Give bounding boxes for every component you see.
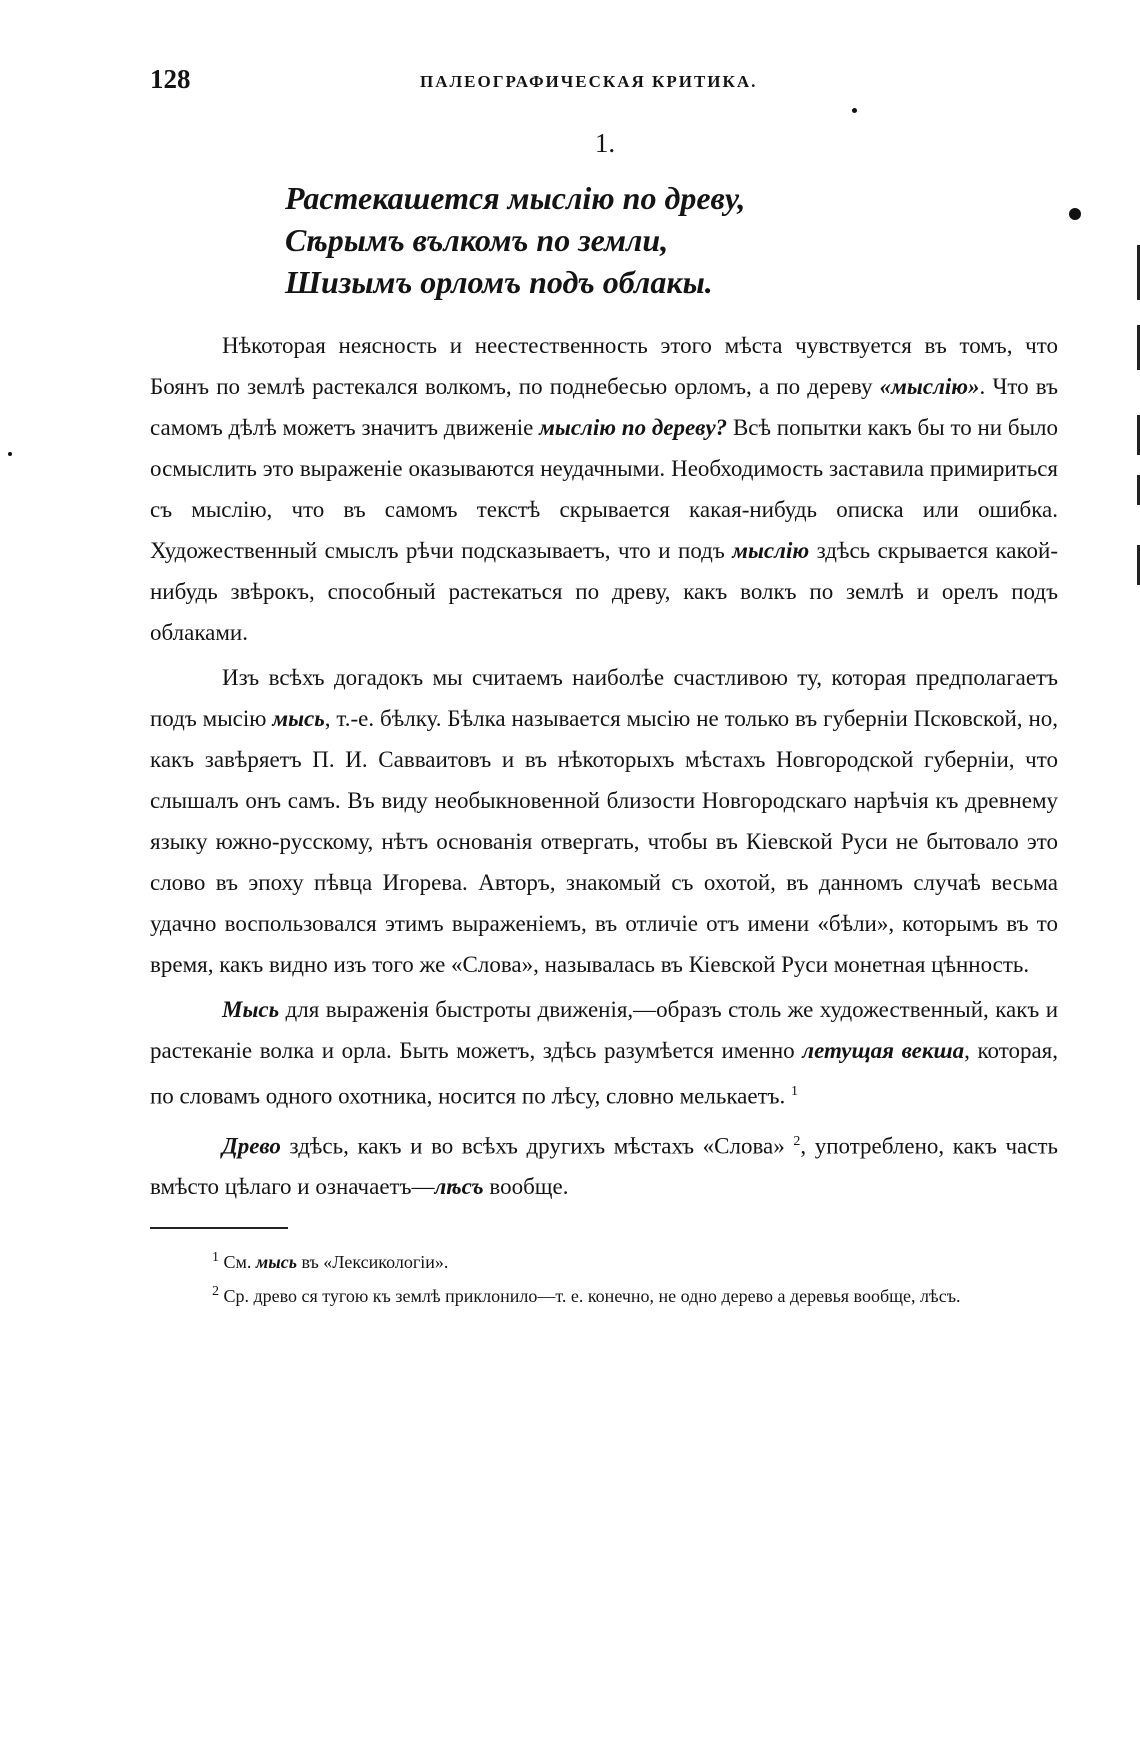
section-number: 1.	[594, 128, 616, 158]
footnote-ref[interactable]: 2	[793, 1133, 801, 1149]
running-title: ПАЛЕОГРАФИЧЕСКАЯ КРИТИКА.	[420, 72, 758, 91]
footnote-2	[150, 1277, 1058, 1311]
footnote-1	[150, 1243, 1058, 1277]
footnote-mark: 1	[212, 1250, 219, 1266]
text-run: См.	[219, 1252, 256, 1273]
scan-speck	[852, 108, 857, 113]
footnote-ref[interactable]: 1	[791, 1084, 799, 1099]
text-run: Всѣ попытки какъ бы то ни было осмыслить это выраженіе оказываются неудачными. Необходимость заставила примириться съ мыслію, что въ самомъ текстѣ скрывается какая-нибудь описка или ошибка. Художественный смыслъ рѣчи подсказываетъ, что и подъ	[150, 415, 1058, 563]
italic-term: Мысь	[222, 997, 280, 1022]
scan-speck	[1069, 208, 1081, 220]
text-run: Изъ всѣхъ догадокъ мы считаемъ наиболѣе счастливою ту, которая предполагаетъ подъ мысію	[150, 665, 1058, 731]
paragraph-3	[150, 989, 1058, 1117]
text-run: , употреблено, какъ часть вмѣсто цѣлаго и означаетъ—	[150, 1133, 1059, 1200]
text-run: , которая, по словамъ одного охотника, носится по лѣсу, словно мелькаетъ.	[150, 1038, 1058, 1109]
text-run: въ «Лексикологіи».	[296, 1252, 449, 1273]
footnotes	[150, 1243, 1058, 1311]
paragraph-2	[150, 657, 1058, 985]
text-run: , т.-е. бѣлку. Бѣлка называется мысію не только въ губерніи Псковской, но, какъ завѣряетъ П. И. Савваитовъ и въ нѣкоторыхъ мѣстахъ Новгородской губерніи, что слышалъ онъ самъ. Въ виду необыкновенной близости Новгородскаго нарѣчія къ древнему языку южно-русскому, нѣтъ основанія отвергать, чтобы въ Кіевской Руси не бытовало это слово въ эпоху пѣвца Игорева. Авторъ, знакомый съ охотой, въ данномъ случаѣ весьма удачно воспользовался этимъ выраженіемъ, въ отличіе отъ имени «бѣли», которымъ въ то время, какъ видно изъ того же «Слова», называлась въ Кіевской Руси монетная цѣнность.	[150, 706, 1059, 977]
paragraph-1	[150, 325, 1058, 653]
scan-speck	[8, 452, 12, 456]
book-page	[150, 60, 1058, 1311]
verse-line: Растекашется мыслію по древу,	[285, 180, 746, 216]
running-head	[150, 60, 1058, 100]
italic-term: лѣсъ	[434, 1174, 484, 1200]
footnote-mark: 2	[212, 1284, 219, 1300]
italic-term: «мыслію»	[879, 374, 980, 399]
text-run: для выраженія быстроты движенія,—образъ столь же художественный, какъ и растеканіе волка и орла. Быть можетъ, здѣсь разумѣется именно	[150, 997, 1058, 1063]
verse-line: Сѣрымъ вълкомъ по земли,	[285, 222, 669, 258]
italic-term: мыслію	[732, 538, 810, 563]
italic-term: летущая векша	[802, 1038, 965, 1063]
italic-term: мысь	[255, 1252, 297, 1273]
italic-term: мысь	[272, 706, 325, 731]
text-run: Нѣкоторая неясность и неестественность этого мѣста чувствуется въ томъ, что Боянъ по землѣ растекался волкомъ, по поднебесью орломъ, а по дереву	[150, 333, 1058, 399]
italic-term: мыслію по дереву?	[539, 415, 728, 440]
text-run: здѣсь скрывается какой-нибудь звѣрокъ, способный растекаться по древу, какъ волкъ по землѣ и орелъ подъ облаками.	[150, 538, 1058, 645]
text-run: . Что въ самомъ дѣлѣ можетъ значитъ движеніе	[150, 374, 1058, 440]
text-run: здѣсь, какъ и во всѣхъ другихъ мѣстахъ «Слова»	[280, 1133, 785, 1159]
italic-term: Древо	[222, 1133, 281, 1159]
footnote-divider	[150, 1227, 288, 1229]
page-number: 128	[150, 64, 191, 94]
verse-epigraph	[285, 177, 1058, 303]
text-run: Ср. древо ся тугою къ землѣ приклонило—т. е. конечно, не одно дерево а деревья вообще, лѣсъ.	[219, 1286, 961, 1307]
verse-line: Шизымъ орломъ подъ облакы.	[285, 264, 713, 300]
paragraph-4	[150, 1121, 1058, 1208]
text-run: вообще.	[483, 1174, 569, 1200]
body-text	[150, 325, 1058, 1207]
